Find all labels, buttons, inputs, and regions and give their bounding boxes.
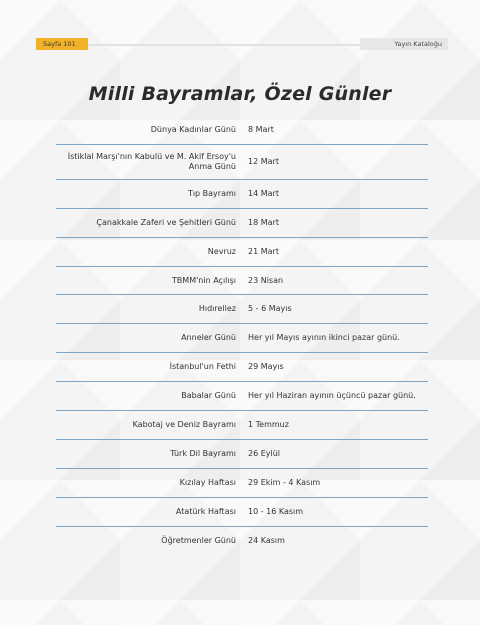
holiday-name: TBMM'nin Açılışı [171,275,236,285]
holiday-name: Hıdırellez [198,304,236,314]
holiday-name: Dünya Kadınlar Günü [150,124,236,134]
holiday-date: 18 Mart [248,217,279,227]
page-header [36,38,448,52]
holiday-date: 24 Kasım [248,535,285,545]
page-number-badge: Sayfa 101 [36,38,88,50]
holiday-date: 29 Ekim - 4 Kasım [248,477,321,487]
page-title: Milli Bayramlar, Özel Günler [88,83,392,105]
table-row [56,382,428,411]
table-row [56,238,428,267]
holiday-date: 23 Nisan [248,275,284,285]
holiday-date: 26 Eylül [248,448,281,458]
holiday-date: 1 Temmuz [248,419,289,429]
table-row [56,116,428,145]
header-divider [88,44,362,46]
holiday-name: İstanbul'un Fethi [169,362,236,372]
table-row [56,295,428,324]
holiday-date: Her yıl Mayıs ayının ikinci pazar günü. [248,333,400,343]
holiday-date: 10 - 16 Kasım [248,506,304,516]
holiday-name: Nevruz [207,246,236,256]
holiday-name: Türk Dil Bayramı [170,448,236,458]
table-row [56,209,428,238]
holiday-name: Çanakkale Zaferi ve Şehitleri Günü [96,217,236,227]
holiday-date: 8 Mart [248,124,274,134]
holiday-date: 21 Mart [248,246,279,256]
holiday-name: Kızılay Haftası [179,477,236,487]
holidays-table [56,116,428,554]
holiday-name: Öğretmenler Günü [161,535,236,545]
table-row [56,527,428,555]
holiday-date: 29 Mayıs [248,362,284,372]
holiday-name: Tıp Bayramı [187,188,236,198]
holiday-name: İstiklal Marşı'nın Kabulü ve M. Akif Ersoy'u Anma Günü [67,151,236,171]
holiday-name: Kabotaj ve Deniz Bayramı [132,419,236,429]
catalog-badge: Yayın Kataloğu [360,38,448,50]
table-row [56,324,428,353]
table-row [56,145,428,180]
table-row [56,440,428,469]
holiday-name: Atatürk Haftası [175,506,236,516]
holiday-name: Anneler Günü [181,333,236,343]
holiday-date: 12 Mart [248,156,279,166]
holiday-name: Babalar Günü [181,391,236,401]
table-row [56,411,428,440]
table-row [56,469,428,498]
table-row [56,180,428,209]
holiday-date: 14 Mart [248,188,279,198]
holiday-date: Her yıl Haziran ayının üçüncü pazar günü. [248,391,416,401]
table-row [56,498,428,527]
holiday-date: 5 - 6 Mayıs [248,304,292,314]
table-row [56,353,428,382]
table-row [56,267,428,296]
